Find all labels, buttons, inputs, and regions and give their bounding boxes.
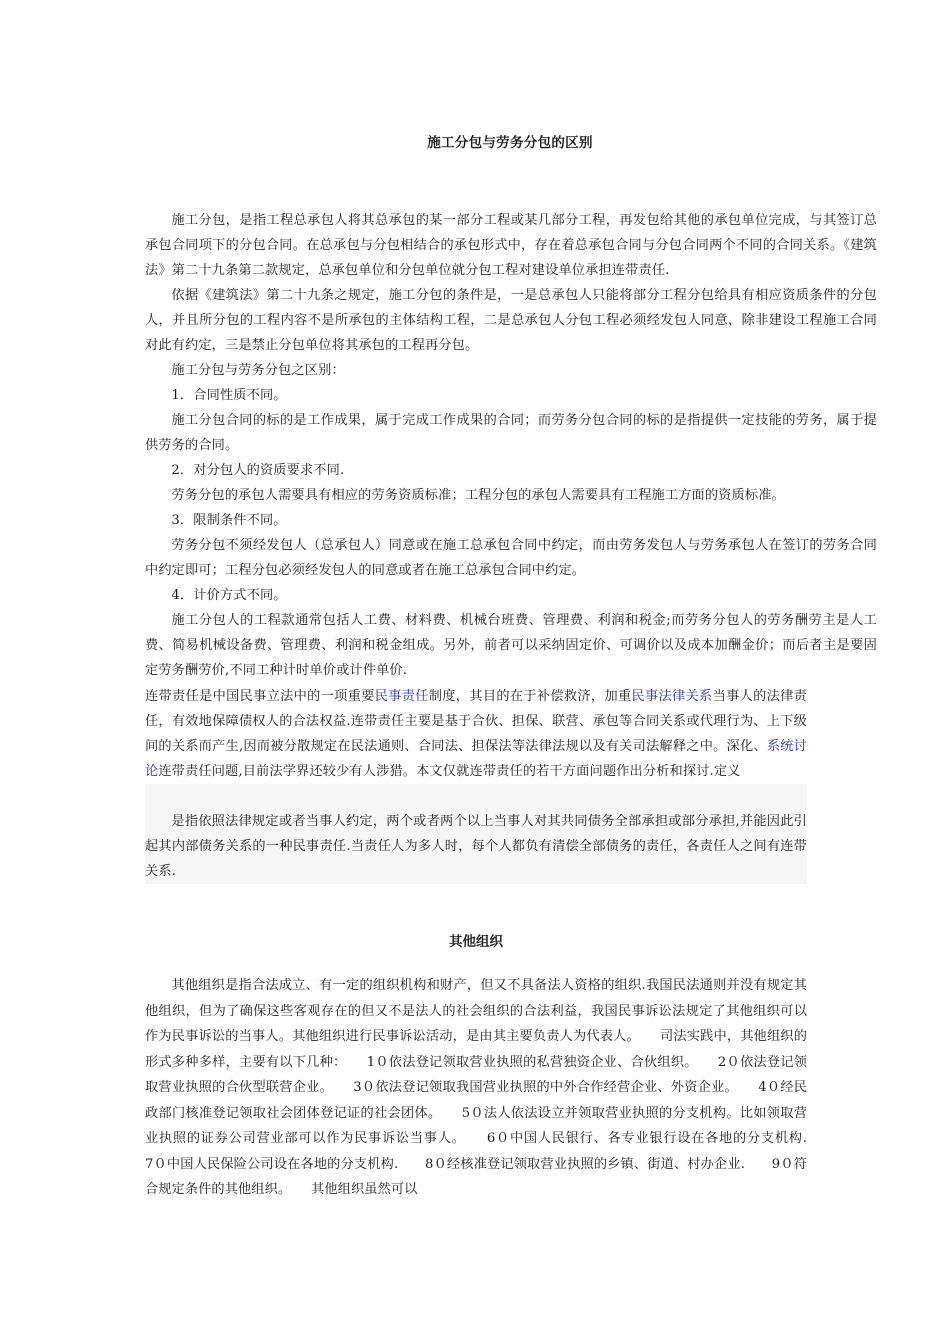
subcontract-section (145, 208, 877, 683)
link-civil-legal-relation[interactable]: 民事法律关系 (631, 689, 713, 704)
text: 制度，其目的在于补偿救济，加重 (428, 689, 632, 704)
paragraph: 依据《建筑法》第二十九条之规定，施工分包的条件是，一是总承包人只能将部分工程分包给具有相应资质条件的分包人，并且所分包的工程内容不是所承包的主体结构工程，二是总承包人分包工程必须经发包人同意，除非建设工程施工合同对此有约定，三是禁止分包单位将其承包的工程再分包。 (145, 288, 877, 353)
definition-block (145, 784, 807, 884)
list-heading: 1．合同性质不同。 (171, 388, 287, 403)
paragraph: 劳务分包不须经发包人（总承包人）同意或在施工总承包合同中约定，而由劳务发包人与劳务承包人在签订的劳务合同中约定即可；工程分包必须经发包人的同意或者在施工总承包合同中约定。 (145, 538, 877, 578)
paragraph: 施工分包人的工程款通常包括人工费、材料费、机械台班费、管理费、利润和税金;而劳务分包人的劳务酬劳主是人工费、简易机械设备费、管理费、利润和税金组成。另外，前者可以采纳固定价、可调价以及成本加酬金价；而后者主是要固定劳务酬劳价,不同工种计时单价或计件单价. (145, 613, 877, 678)
other-organization-section (145, 973, 834, 1203)
paragraph: 其他组织是指合法成立、有一定的组织机构和财产，但又不具备法人资格的组织.我国民法通则并没有规定其他组织，但为了确保这些客观存在的但又不是法人的社会组织的合法利益，我国民事诉讼法规定了其他组织可以作为民事诉讼的当事人。其他组织进行民事诉讼活动，是由其主要负责人为代表人。 司法实践中，其他组织的形式多种多样，主要有以下几种： 1０依法登记领取营业执照的私营独资企业、合伙组织。 2０依法登记领取营业执照的合伙型联营企业。 3０依法登记领取我国营业执照的中外合作经营企业、外资企业。 4０经民政部门核准登记领取社会团体登记证的社会团体。 5０法人依法设立并领取营业执照的分支机构。比如领取营业执照的证券公司营业部可以作为民事诉讼当事人。 6０中国人民银行、各专业银行设在各地的分支机构. 7０中国人民保险公司设在各地的分支机构. 8０经核准登记领取营业执照的乡镇、街道、村办企业. 9０符合规定条件的其他组织。 其他组织虽然可以 (145, 978, 834, 1197)
list-heading: 3．限制条件不同。 (171, 513, 287, 528)
list-heading: 4．计价方式不同。 (171, 588, 287, 603)
text: 连带责任问题,目前法学界还较少有人涉猎。本文仅就连带责任的若干方面问题作出分析和探讨.定义 (158, 764, 741, 779)
list-heading: 2．对分包人的资质要求不同. (171, 463, 345, 478)
link-civil-liability[interactable]: 民事责任 (374, 689, 429, 704)
text: 连带责任是中国民事立法中的一项重要 (145, 689, 375, 704)
liability-intro (145, 684, 807, 784)
spacer (145, 784, 807, 809)
joint-liability-section (145, 684, 807, 884)
section-heading: 其他组织 (449, 934, 503, 950)
link-systematic-discussion[interactable]: 系统讨论 (145, 739, 807, 779)
paragraph: 施工分包合同的标的是工作成果，属于完成工作成果的合同；而劳务分包合同的标的是指提供一定技能的劳务，属于提供劳务的合同。 (145, 413, 877, 453)
text: 当事人的法律责任，有效地保障债权人的合法权益.连带责任主要是基于合伙、担保、联营、承包等合同关系或代理行为、上下级间的关系而产生,因而被分散规定在民法通则、合同法、担保法等法律法规以及有关司法解释之中。深化、 (145, 689, 807, 754)
paragraph: 劳务分包的承包人需要具有相应的劳务资质标准；工程分包的承包人需要具有工程施工方面的资质标准。 (171, 488, 785, 503)
paragraph: 施工分包，是指工程总承包人将其总承包的某一部分工程或某几部分工程，再发包给其他的承包单位完成，与其签订总承包合同项下的分包合同。在总承包与分包相结合的承包形式中，存在着总承包合同与分包合同两个不同的合同关系。《建筑法》第二十九条第二款规定，总承包单位和分包单位就分包工程对建设单位承担连带责任. (145, 213, 877, 278)
paragraph: 施工分包与劳务分包之区别： (171, 363, 345, 378)
document-title: 施工分包与劳务分包的区别 (427, 135, 593, 151)
definition-text: 是指依照法律规定或者当事人约定，两个或者两个以上当事人对其共同债务全部承担或部分承担,并能因此引起其内部债务关系的一种民事责任.当责任人为多人时，每个人都负有清偿全部债务的责任，各责任人之间有连带关系. (145, 814, 807, 879)
